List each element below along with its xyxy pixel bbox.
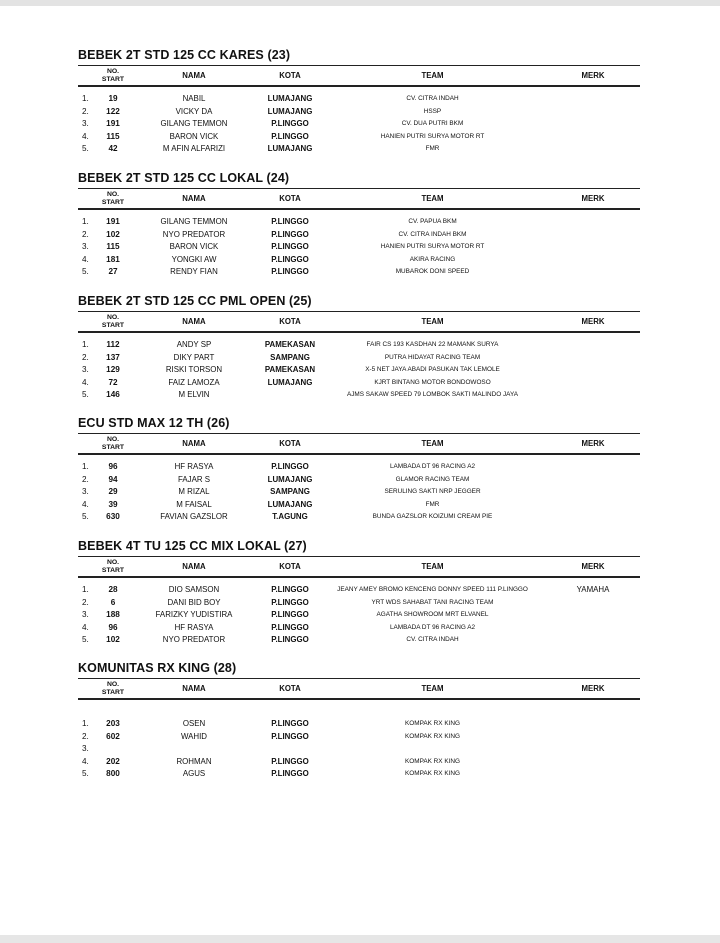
row-brand: YAMAHA <box>576 585 610 594</box>
row-start-number: 19 <box>108 94 118 103</box>
row-rider-name: M RIZAL <box>178 487 210 497</box>
race-class-section <box>78 538 640 647</box>
row-city: P.LINGGO <box>271 585 309 594</box>
row-start-number: 112 <box>106 340 120 349</box>
row-rider-name: GILANG TEMMON <box>160 217 228 226</box>
row-brand <box>548 768 638 781</box>
row-team: HANIEN PUTRI SURYA MOTOR RT <box>380 243 485 251</box>
header-nama: NAMA <box>182 71 206 80</box>
row-position: 2. <box>82 352 89 362</box>
header-start-line: START <box>101 321 125 329</box>
row-start-number: 6 <box>110 597 116 607</box>
row-team: JEANY AMEY BROMO KENCENG DONNY SPEED 111 P.LINGGO <box>337 586 528 593</box>
header-no-start <box>88 312 138 331</box>
row-team: AKIRA RACING <box>409 255 456 263</box>
row-rider-name: YONGKI AW <box>171 254 217 264</box>
row-start-number: 137 <box>106 352 120 362</box>
row-brand <box>548 634 638 647</box>
table-row <box>78 634 640 647</box>
row-team <box>310 743 555 756</box>
row-team: HANIEN PUTRI SURYA MOTOR RT <box>380 132 485 140</box>
row-position: 2. <box>82 731 89 741</box>
row-team: KOMPAK RX KING <box>405 732 460 740</box>
row-start-number: 602 <box>106 731 120 741</box>
row-start-number: 188 <box>106 610 120 620</box>
row-position: 5. <box>82 512 89 522</box>
header-no-start <box>88 434 138 453</box>
row-city: P.LINGGO <box>271 622 309 632</box>
row-start-number: 96 <box>108 462 118 471</box>
row-team: SERULING SAKTI NRP JEGGER <box>384 488 481 496</box>
row-start-number: 94 <box>108 474 118 484</box>
row-brand <box>548 93 638 106</box>
row-rider-name: FARIZKY YUDISTIRA <box>155 610 233 620</box>
table-row <box>78 216 640 229</box>
table-row <box>78 389 640 402</box>
row-team: KOMPAK RX KING <box>405 720 460 727</box>
header-start-line: START <box>101 198 125 206</box>
row-start-number: 102 <box>106 229 120 239</box>
results-table-body <box>78 339 640 402</box>
row-rider-name: DANI BID BOY <box>167 597 221 607</box>
row-city: P.LINGGO <box>271 242 309 252</box>
row-team: CV. CITRA INDAH BKM <box>398 230 467 238</box>
row-team: HSSP <box>423 107 442 115</box>
row-start-number: 630 <box>106 512 120 522</box>
header-merk: MERK <box>581 439 605 448</box>
row-position: 3. <box>82 487 89 497</box>
row-city: LUMAJANG <box>267 499 313 509</box>
row-city: P.LINGGO <box>271 217 309 226</box>
results-table-body <box>78 93 640 156</box>
row-position: 5. <box>82 267 89 277</box>
table-row <box>78 768 640 781</box>
row-rider-name: FAJAR S <box>177 474 210 484</box>
header-kota: KOTA <box>279 684 301 693</box>
header-nama: NAMA <box>182 194 206 203</box>
viewer-bottom-bar <box>0 935 720 943</box>
row-rider-name: FAVIAN GAZSLOR <box>160 512 228 522</box>
row-rider-name: ROHMAN <box>176 756 212 766</box>
row-team: FMR <box>425 145 440 153</box>
table-header <box>78 433 640 455</box>
header-nama: NAMA <box>182 317 206 326</box>
row-start-number: 800 <box>106 769 120 779</box>
header-no-start <box>88 557 138 576</box>
header-team: TEAM <box>421 684 444 693</box>
row-start-number: 203 <box>106 719 120 728</box>
row-team: CV. CITRA INDAH <box>406 95 459 102</box>
row-city: LUMAJANG <box>267 474 313 484</box>
header-kota: KOTA <box>279 194 301 203</box>
header-team: TEAM <box>421 71 444 80</box>
row-city: P.LINGGO <box>271 635 309 645</box>
row-position: 3. <box>82 610 89 620</box>
row-position: 4. <box>82 756 89 766</box>
row-position: 3. <box>82 365 89 375</box>
row-brand <box>548 106 638 119</box>
header-no-line: NO. <box>106 67 120 75</box>
row-position: 4. <box>82 622 89 632</box>
table-row <box>78 731 640 744</box>
table-row <box>78 143 640 156</box>
table-row <box>78 718 640 731</box>
row-team: KOMPAK RX KING <box>405 757 460 765</box>
row-team: KJRT BINTANG MOTOR BONDOWOSO <box>374 378 491 386</box>
row-team: CV. CITRA INDAH <box>406 636 459 644</box>
header-no-line: NO. <box>106 190 120 198</box>
table-header <box>78 65 640 87</box>
row-brand <box>548 216 638 229</box>
row-city: T.AGUNG <box>272 512 308 522</box>
row-position: 5. <box>82 635 89 645</box>
header-start-line: START <box>101 443 125 451</box>
row-brand <box>548 364 638 377</box>
row-start-number: 129 <box>106 365 120 375</box>
row-start-number: 102 <box>106 635 120 645</box>
row-rider-name: RENDY FIAN <box>170 267 218 277</box>
row-rider-name: M FAISAL <box>176 499 212 509</box>
row-start-number: 146 <box>106 390 120 400</box>
table-row <box>78 254 640 267</box>
row-team: LAMBADA DT 96 RACING A2 <box>389 463 476 470</box>
class-title: KOMUNITAS RX KING (28) <box>78 661 237 675</box>
row-start-number <box>98 743 128 756</box>
row-brand <box>548 241 638 254</box>
header-no-start <box>88 66 138 85</box>
header-no-line: NO. <box>106 435 120 443</box>
row-brand <box>548 352 638 365</box>
table-row <box>78 597 640 610</box>
row-rider-name: DIO SAMSON <box>168 585 220 594</box>
row-city: P.LINGGO <box>271 756 309 766</box>
row-start-number: 115 <box>106 242 120 252</box>
row-brand <box>548 622 638 635</box>
row-brand <box>548 229 638 242</box>
row-brand <box>548 474 638 487</box>
row-start-number: 28 <box>108 585 118 594</box>
table-header <box>78 556 640 578</box>
row-brand <box>548 266 638 279</box>
row-team: YRT WDS SAHABAT TANI RACING TEAM <box>371 598 494 606</box>
class-title: BEBEK 2T STD 125 CC PML OPEN (25) <box>78 294 312 308</box>
row-position: 3. <box>82 119 89 129</box>
table-row <box>78 511 640 524</box>
class-title: ECU STD MAX 12 TH (26) <box>78 416 230 430</box>
row-city: SAMPANG <box>270 487 310 497</box>
row-brand <box>548 499 638 512</box>
header-team: TEAM <box>421 317 444 326</box>
header-no-start <box>88 679 138 698</box>
row-rider-name: BARON VICK <box>169 131 219 141</box>
row-start-number: 29 <box>108 487 118 497</box>
row-start-number: 115 <box>106 131 120 141</box>
row-city: P.LINGGO <box>271 229 309 239</box>
row-start-number: 191 <box>106 217 120 226</box>
row-start-number: 39 <box>108 499 118 509</box>
row-rider-name: VICKY DA <box>175 106 213 116</box>
header-start-line: START <box>101 688 125 696</box>
row-team: X-5 NET JAYA ABADI PASUKAN TAK LEMOLE <box>365 366 500 374</box>
table-row <box>78 743 640 756</box>
row-brand <box>548 756 638 769</box>
table-row <box>78 499 640 512</box>
row-position: 2. <box>82 597 89 607</box>
table-row <box>78 131 640 144</box>
row-brand <box>548 511 638 524</box>
row-rider-name: HF RASYA <box>174 462 214 471</box>
row-brand <box>548 118 638 131</box>
row-city: LUMAJANG <box>267 106 313 116</box>
header-start-line: START <box>101 566 125 574</box>
header-team: TEAM <box>421 439 444 448</box>
class-title: BEBEK 2T STD 125 CC LOKAL (24) <box>78 171 290 185</box>
row-city: P.LINGGO <box>271 267 309 277</box>
row-city: PAMEKASAN <box>264 340 316 349</box>
row-position: 2. <box>82 474 89 484</box>
row-brand <box>548 718 638 731</box>
row-position: 4. <box>82 131 89 141</box>
row-brand <box>548 339 638 352</box>
row-team: GLAMOR RACING TEAM <box>395 475 470 483</box>
row-rider-name: BARON VICK <box>169 242 219 252</box>
row-city: P.LINGGO <box>271 119 309 129</box>
row-brand <box>548 609 638 622</box>
row-position: 4. <box>82 377 89 387</box>
row-start-number: 181 <box>106 254 120 264</box>
row-team: CV. DUA PUTRI BKM <box>401 120 464 128</box>
header-no-line: NO. <box>106 313 120 321</box>
table-row <box>78 622 640 635</box>
row-rider-name: RISKI TORSON <box>165 365 223 375</box>
table-row <box>78 377 640 390</box>
row-team: AGATHA SHOWROOM MRT ELVANEL <box>376 611 489 619</box>
row-position: 2. <box>82 229 89 239</box>
header-no-line: NO. <box>106 680 120 688</box>
row-rider-name: FAIZ LAMOZA <box>168 377 220 387</box>
table-row <box>78 352 640 365</box>
row-rider-name: WAHID <box>180 731 207 741</box>
row-rider-name: HF RASYA <box>174 622 214 632</box>
race-class-section <box>78 47 640 156</box>
table-row <box>78 106 640 119</box>
row-team: LAMBADA DT 96 RACING A2 <box>389 623 476 631</box>
table-row <box>78 756 640 769</box>
row-brand <box>548 377 638 390</box>
header-nama: NAMA <box>182 562 206 571</box>
row-brand <box>548 389 638 402</box>
row-city: LUMAJANG <box>267 94 313 103</box>
row-brand <box>548 131 638 144</box>
row-rider-name: GILANG TEMMON <box>160 119 228 129</box>
table-row <box>78 474 640 487</box>
row-position: 3. <box>82 242 89 252</box>
row-start-number: 27 <box>108 267 118 277</box>
table-header <box>78 678 640 700</box>
table-row <box>78 364 640 377</box>
row-position: 1. <box>82 462 89 471</box>
table-row <box>78 584 640 597</box>
header-kota: KOTA <box>279 317 301 326</box>
row-team: BUNDA GAZSLOR KOIZUMI CREAM PIE <box>372 513 493 521</box>
header-kota: KOTA <box>279 562 301 571</box>
row-position: 3. <box>82 744 89 754</box>
header-merk: MERK <box>581 684 605 693</box>
row-team: KOMPAK RX KING <box>405 770 460 778</box>
row-brand <box>548 461 638 474</box>
row-team: CV. PAPUA BKM <box>408 218 457 225</box>
row-rider-name <box>138 743 250 756</box>
row-position: 1. <box>82 217 89 226</box>
header-team: TEAM <box>421 562 444 571</box>
row-position: 1. <box>82 719 89 728</box>
row-city: P.LINGGO <box>271 597 309 607</box>
row-position: 2. <box>82 106 89 116</box>
header-merk: MERK <box>581 317 605 326</box>
row-city: LUMAJANG <box>267 377 313 387</box>
table-row <box>78 229 640 242</box>
race-class-section <box>78 415 640 524</box>
row-position: 5. <box>82 390 89 400</box>
row-team: FAIR CS 193 KASDHAN 22 MAMANK SURYA <box>366 341 499 348</box>
row-rider-name: OSEN <box>182 719 206 728</box>
row-brand <box>548 731 638 744</box>
row-city: P.LINGGO <box>271 769 309 779</box>
row-city: P.LINGGO <box>271 254 309 264</box>
race-class-section <box>78 660 640 781</box>
table-row <box>78 339 640 352</box>
row-position: 1. <box>82 585 89 594</box>
row-city: PAMEKASAN <box>264 365 316 375</box>
row-rider-name: NYO PREDATOR <box>162 229 226 239</box>
table-row <box>78 266 640 279</box>
row-position: 1. <box>82 340 89 349</box>
table-header <box>78 188 640 210</box>
row-start-number: 42 <box>108 144 118 154</box>
header-nama: NAMA <box>182 684 206 693</box>
row-city: P.LINGGO <box>271 719 309 728</box>
row-position: 5. <box>82 144 89 154</box>
table-row <box>78 486 640 499</box>
header-team: TEAM <box>421 194 444 203</box>
header-merk: MERK <box>581 562 605 571</box>
row-city: SAMPANG <box>270 352 310 362</box>
row-position: 1. <box>82 94 89 103</box>
header-start-line: START <box>101 75 125 83</box>
row-rider-name: ANDY SP <box>176 340 212 349</box>
row-city: P.LINGGO <box>271 610 309 620</box>
row-start-number: 72 <box>108 377 118 387</box>
row-team: MUBAROK DONI SPEED <box>395 268 470 276</box>
row-city: P.LINGGO <box>271 462 309 471</box>
row-city: P.LINGGO <box>271 131 309 141</box>
row-start-number: 122 <box>106 106 120 116</box>
row-rider-name: NABIL <box>182 94 206 103</box>
table-row <box>78 118 640 131</box>
row-rider-name: NYO PREDATOR <box>162 635 226 645</box>
row-start-number: 96 <box>108 622 118 632</box>
header-merk: MERK <box>581 194 605 203</box>
row-position: 4. <box>82 499 89 509</box>
row-city: LUMAJANG <box>267 144 313 154</box>
results-table-body <box>78 216 640 279</box>
table-row <box>78 93 640 106</box>
header-no-line: NO. <box>106 558 120 566</box>
header-kota: KOTA <box>279 439 301 448</box>
table-header <box>78 311 640 333</box>
row-start-number: 202 <box>106 756 120 766</box>
row-rider-name: M ELVIN <box>178 390 210 400</box>
header-kota: KOTA <box>279 71 301 80</box>
row-rider-name: M AFIN ALFARIZI <box>162 144 226 154</box>
row-city: P.LINGGO <box>271 731 309 741</box>
row-brand <box>548 143 638 156</box>
class-title: BEBEK 4T TU 125 CC MIX LOKAL (27) <box>78 539 307 553</box>
header-no-start <box>88 189 138 208</box>
row-brand <box>548 743 638 756</box>
table-row <box>78 241 640 254</box>
row-team: PUTRA HIDAYAT RACING TEAM <box>384 353 481 361</box>
row-team: FMR <box>425 500 440 508</box>
row-start-number: 191 <box>106 119 120 129</box>
table-row <box>78 461 640 474</box>
row-brand <box>548 597 638 610</box>
row-rider-name: AGUS <box>182 769 206 779</box>
results-table-body <box>78 718 640 781</box>
table-row <box>78 609 640 622</box>
results-table-body <box>78 461 640 524</box>
results-table-body <box>78 584 640 647</box>
row-brand <box>548 486 638 499</box>
header-merk: MERK <box>581 71 605 80</box>
race-class-section <box>78 170 640 279</box>
header-nama: NAMA <box>182 439 206 448</box>
race-class-section <box>78 293 640 402</box>
class-title: BEBEK 2T STD 125 CC KARES (23) <box>78 48 291 62</box>
row-position: 4. <box>82 254 89 264</box>
row-rider-name: DIKY PART <box>173 352 215 362</box>
row-team: AJMS SAKAW SPEED 79 LOMBOK SAKTI MALINDO JAYA <box>346 391 519 399</box>
row-brand <box>548 254 638 267</box>
row-position: 5. <box>82 769 89 779</box>
